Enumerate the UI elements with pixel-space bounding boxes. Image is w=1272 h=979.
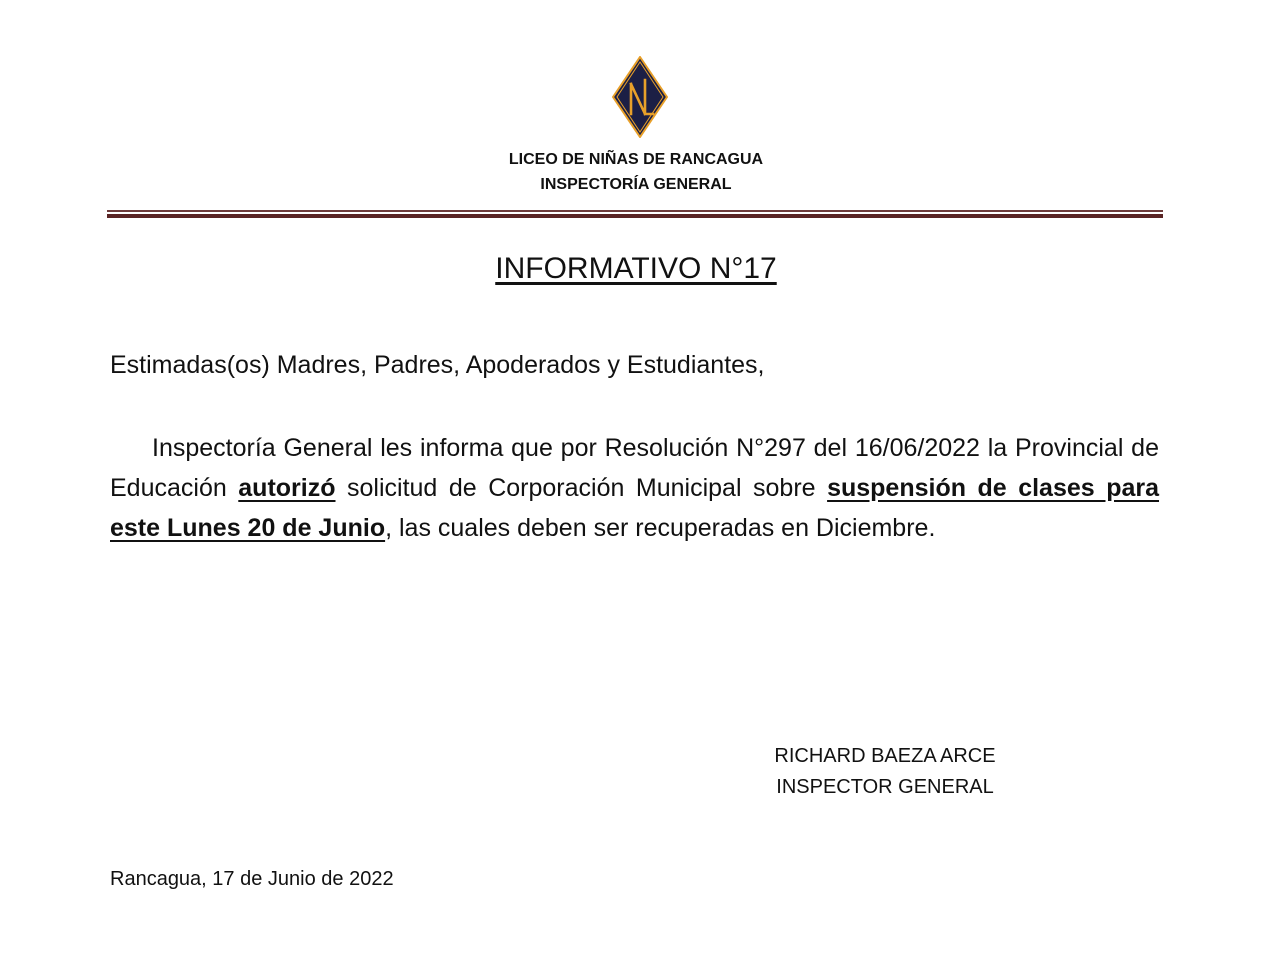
greeting: Estimadas(os) Madres, Padres, Apoderados y Estudiantes, xyxy=(110,351,765,379)
document-title-text: INFORMATIVO N°17 xyxy=(495,252,777,285)
school-name: LICEO DE NIÑAS DE RANCAGUA xyxy=(508,151,764,168)
body-bold-suspension: suspensión de clases para este Lunes 20 de Junio xyxy=(110,474,1160,542)
body-text-2: solicitud de Corporación Municipal sobre xyxy=(335,474,828,502)
signer-name: RICHARD BAEZA ARCE xyxy=(774,745,996,767)
header-divider xyxy=(107,210,1163,219)
body-text-3: , las cuales deben ser recuperadas en Diciembre. xyxy=(385,514,936,542)
signer-role: INSPECTOR GENERAL xyxy=(776,776,994,798)
place-date: Rancagua, 17 de Junio de 2022 xyxy=(110,868,394,890)
department-name: INSPECTORÍA GENERAL xyxy=(540,176,732,193)
school-logo-icon xyxy=(612,56,668,138)
document-title xyxy=(0,250,1272,288)
body-text-1: Inspectoría General les informa que por Resolución N°297 del 16/06/2022 la Provincial de Educación xyxy=(110,434,1159,502)
body-bold-authorized: autorizó xyxy=(238,474,336,502)
body-paragraph xyxy=(110,428,1159,548)
